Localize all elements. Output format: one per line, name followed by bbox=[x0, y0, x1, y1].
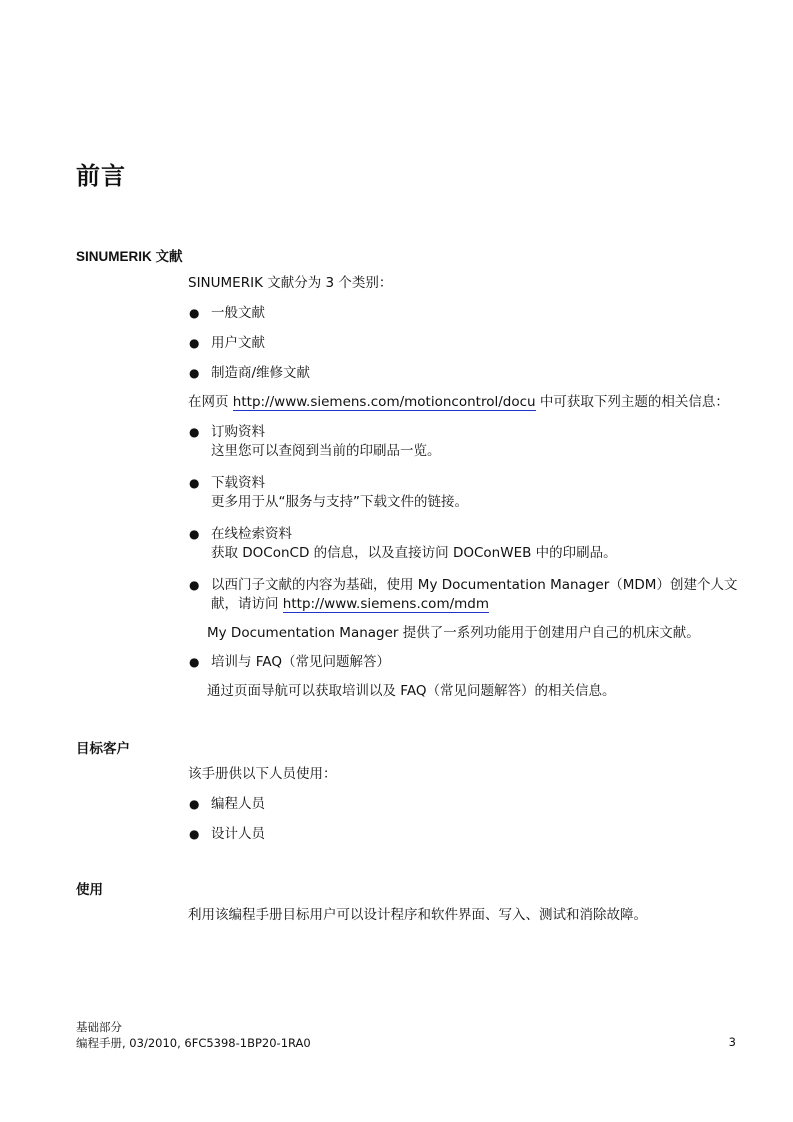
topic-title: 订购资料 bbox=[211, 424, 265, 440]
audience-intro: 该手册供以下人员使用： bbox=[188, 766, 337, 782]
list-item bbox=[188, 364, 748, 383]
web-suffix: 中可获取下列主题的相关信息： bbox=[535, 394, 729, 410]
bullet-icon: ● bbox=[189, 578, 200, 592]
bullet-icon: ● bbox=[189, 827, 200, 841]
section-heading-audience: 目标客户 bbox=[76, 741, 130, 756]
list-item bbox=[188, 825, 748, 844]
topic-desc: 获取 DOConCD 的信息，以及直接访问 DOConWEB 中的印刷品。 bbox=[211, 545, 617, 561]
bullet-icon: ● bbox=[189, 797, 200, 811]
topic-title: 在线检索资料 bbox=[211, 526, 292, 542]
list-item bbox=[188, 653, 748, 672]
bullet-icon: ● bbox=[189, 306, 200, 320]
topic-title: 下载资料 bbox=[211, 475, 265, 491]
bullet-icon: ● bbox=[189, 425, 200, 439]
section-body-audience bbox=[188, 765, 748, 844]
list-item bbox=[188, 334, 748, 353]
section-heading-literature: SINUMERIK 文献 bbox=[76, 249, 183, 264]
web-paragraph bbox=[188, 393, 748, 412]
list-item bbox=[188, 576, 748, 614]
list-item-text: 编程人员 bbox=[211, 796, 265, 812]
list-item bbox=[188, 525, 748, 563]
usage-text: 利用该编程手册目标用户可以设计程序和软件界面、写入、测试和消除故障。 bbox=[188, 907, 647, 923]
category-list bbox=[188, 304, 748, 383]
topic-desc: 这里您可以查阅到当前的印刷品一览。 bbox=[211, 443, 441, 459]
bullet-icon: ● bbox=[189, 366, 200, 380]
topic-desc: 更多用于从“服务与支持”下载文件的链接。 bbox=[211, 494, 468, 510]
section-body-literature bbox=[188, 274, 748, 701]
section-body-usage bbox=[188, 906, 748, 925]
topic-list bbox=[188, 423, 748, 614]
audience-list bbox=[188, 795, 748, 844]
mdm-note: My Documentation Manager 提供了一系列功能用于创建用户自己的机床文献。 bbox=[207, 625, 700, 641]
list-item-text: 一般文献 bbox=[211, 305, 265, 321]
training-list bbox=[188, 653, 748, 672]
section-heading-usage: 使用 bbox=[76, 882, 103, 897]
page-footer bbox=[76, 1019, 311, 1051]
page-title: 前言 bbox=[76, 162, 126, 190]
training-note: 通过页面导航可以获取培训以及 FAQ（常见问题解答）的相关信息。 bbox=[207, 683, 616, 699]
docu-link[interactable]: http://www.siemens.com/motioncontrol/docu bbox=[232, 394, 536, 410]
literature-intro: SINUMERIK 文献分为 3 个类别： bbox=[188, 275, 393, 291]
list-item-text: 用户文献 bbox=[211, 335, 265, 351]
footer-line-1: 基础部分 bbox=[76, 1020, 122, 1034]
footer-line-2: 编程手册, 03/2010, 6FC5398-1BP20-1RA0 bbox=[76, 1036, 311, 1050]
list-item bbox=[188, 795, 748, 814]
list-item bbox=[188, 474, 748, 512]
bullet-icon: ● bbox=[189, 655, 200, 669]
list-item bbox=[188, 304, 748, 323]
page-number: 3 bbox=[728, 1035, 736, 1049]
mdm-link[interactable]: http://www.siemens.com/mdm bbox=[282, 596, 490, 612]
mdm-text: 以西门子文献的内容为基础，使用 My Documentation Manager（MDM）创建个人文献，请访问 bbox=[211, 577, 738, 612]
web-prefix: 在网页 bbox=[188, 394, 233, 410]
list-item-text: 制造商/维修文献 bbox=[211, 365, 311, 381]
bullet-icon: ● bbox=[189, 527, 200, 541]
list-item bbox=[188, 423, 748, 461]
training-title: 培训与 FAQ（常见问题解答） bbox=[211, 654, 390, 670]
bullet-icon: ● bbox=[189, 336, 200, 350]
list-item-text: 设计人员 bbox=[211, 826, 265, 842]
bullet-icon: ● bbox=[189, 476, 200, 490]
